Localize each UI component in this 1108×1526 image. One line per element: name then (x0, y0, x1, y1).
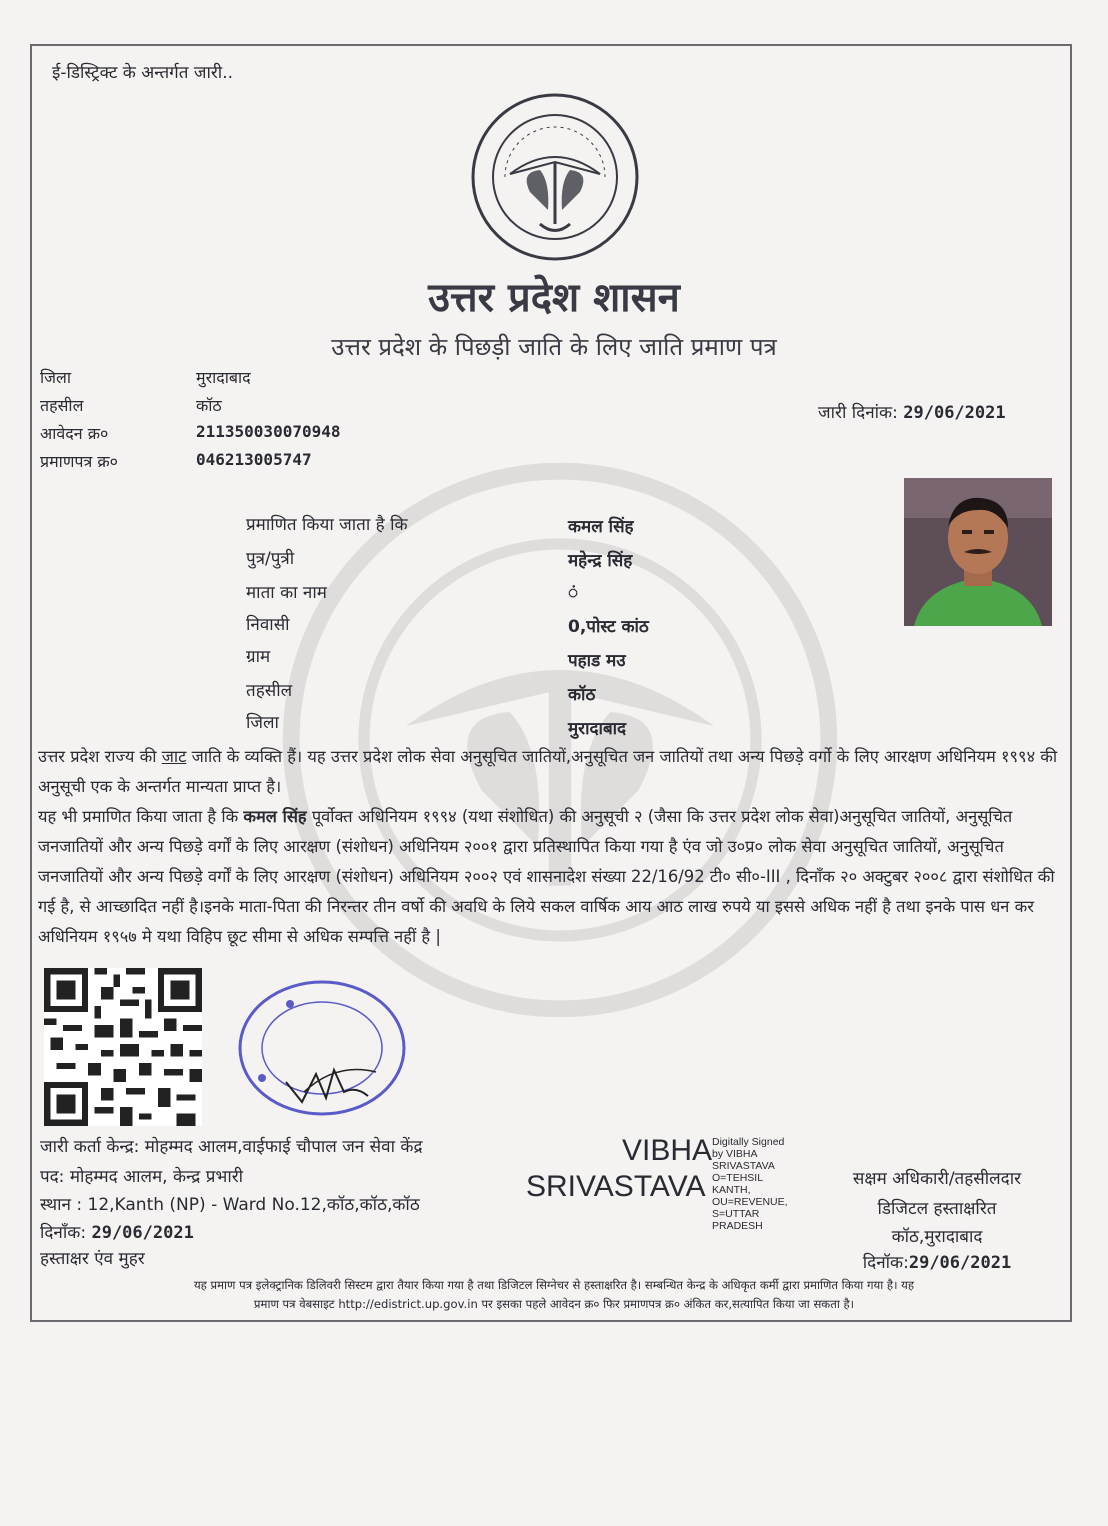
caste-statement-pre: उत्तर प्रदेश राज्य की (38, 747, 162, 766)
caste-name: जाट (161, 747, 187, 766)
caste-statement-post: जाति के व्यक्ति हैं। यह उत्तर प्रदेश लोक सेवा अनुसूचित जातियों,अनुसूचित जन जातियों तथा अन्य पिछड़े वर्गो के लिए आरक्षण अधिनियम १९९४ की अनुसूची एक के अन्तर्गत मान्यता प्राप्त है। (38, 747, 1058, 796)
field-label-district: जिला (246, 713, 279, 733)
field-tehsil-value: कॉठ (568, 685, 596, 705)
authority-date (822, 1250, 1052, 1273)
issue-date-label: जारी दिनांक: (818, 403, 898, 423)
applicant-photo (904, 478, 1052, 626)
applicant-name: कमल सिंह (568, 517, 634, 537)
certificate-no-value: 046213005747 (196, 450, 312, 469)
district-label: जिला (40, 368, 72, 387)
dsig-line: by VIBHA (712, 1148, 758, 1160)
mother-name: ं (568, 583, 579, 603)
dsig-line: KANTH, (712, 1184, 751, 1196)
disclaimer-line-1: यह प्रमाण पत्र इलेक्ट्रानिक डिलिवरी सिस्टम द्वारा तैयार किया गया है तथा डिजिटल सिग्नेचर से हस्ताक्षरित है। सम्बन्धित केन्द्र के अधिकृत कर्मी द्वारा प्रमाणित किया गया है। यह (193, 1278, 915, 1292)
signature-and-seal-label: हस्ताक्षर एंव मुहर (40, 1249, 145, 1269)
authority-title: सक्षम अधिकारी/तहसीलदार (852, 1169, 1022, 1189)
disclaimer (40, 1276, 1068, 1314)
tehsil-label: तहसील (40, 396, 84, 415)
issuing-center: जारी कर्ता केन्द्र: मोहम्मद आलम,वाईफाई चौपाल जन सेवा केंद्र (40, 1137, 423, 1157)
district-value: मुरादाबाद (196, 368, 251, 387)
issue-date-value: 29/06/2021 (903, 403, 1006, 423)
digital-signer-last-name: SRIVASTAVA (526, 1170, 706, 1203)
digital-signature-details (712, 1136, 788, 1232)
father-name: महेन्द्र सिंह (568, 551, 633, 571)
disclaimer-line-2: प्रमाण पत्र वेबसाइट http://edistrict.up.gov.in पर इसका पहले आवेदन क्र० फिर प्रमाणपत्र क्र० अंकित कर,सत्यापित किया जा सकता है। (253, 1297, 855, 1311)
government-title: उत्तर प्रदेश शासन (428, 275, 680, 321)
authority-date-label: दिनॉक: (862, 1253, 909, 1273)
tehsil-value: कॉठ (196, 396, 222, 415)
issue-date (818, 400, 1006, 423)
dsig-line: O=TEHSIL (712, 1172, 764, 1184)
authority-date-value: 29/06/2021 (908, 1253, 1012, 1273)
certification-statement (38, 802, 1068, 952)
village-value: पहाड मउ (568, 651, 626, 671)
issuer-post: पद: मोहम्मद आलम, केन्द्र प्रभारी (40, 1167, 244, 1187)
certified-name: कमल सिंह (243, 807, 307, 826)
issuer-date-value: 29/06/2021 (91, 1223, 194, 1243)
field-label-son-daughter: पुत्र/पुत्री (246, 549, 295, 569)
dsig-line: PRADESH (712, 1220, 763, 1232)
field-label-tehsil: तहसील (246, 681, 293, 701)
qr-code (44, 968, 202, 1126)
caste-statement (38, 742, 1068, 802)
issuer-place: स्थान : 12,Kanth (NP) - Ward No.12,कॉठ,कॉठ,कॉठ (40, 1195, 420, 1215)
certificate-no-label: प्रमाणपत्र क्र० (40, 452, 118, 471)
field-label-village: ग्राम (246, 647, 271, 667)
dsig-line: OU=REVENUE, (712, 1196, 788, 1208)
header-note: ई-डिस्ट्रिक्ट के अन्तर्गत जारी.. (52, 63, 234, 83)
field-district-value: मुरादाबाद (568, 719, 627, 739)
authority-location: कॉठ,मुरादाबाद (891, 1227, 983, 1247)
dsig-line: S=UTTAR (712, 1208, 760, 1220)
field-label-resident: निवासी (246, 615, 290, 635)
certificate-title: उत्तर प्रदेश के पिछड़ी जाति के लिए जाति प्रमाण पत्र (331, 333, 777, 361)
issuer-date (40, 1220, 194, 1243)
field-label-certified: प्रमाणित किया जाता है कि (246, 515, 408, 535)
application-no-label: आवेदन क्र० (40, 424, 109, 443)
certification-pre: यह भी प्रमाणित किया जाता है कि (38, 807, 244, 826)
up-government-emblem (470, 92, 640, 262)
center-stamp-with-signature (226, 974, 412, 1124)
digital-signer-first-name: VIBHA (622, 1134, 713, 1167)
resident-value: 0,पोस्ट कांठ (568, 617, 649, 637)
certification-post: पूर्वोक्त अधिनियम १९९४ (यथा संशोधित) की अनुसूची २ (जैसा कि उत्तर प्रदेश लोक सेवा)अनुसूचित जातियों, अनुसूचित जनजातियों और अन्य पिछड़े वर्गों के लिए आरक्षण (संशोधन) अधिनियम २००१ द्वारा प्रतिस्थापित किया गया है एंव जो उ०प्र० लोक सेवा अनुसूचित जातियों, अनुसूचित जनजातियों और अन्य पिछड़े वर्गों के लिए आरक्षण (संशोधन) अधिनियम २००२ एवं शासनादेश संख्या 22/16/92 टी० सी०-III , दिनाँक २० अक्टुबर २००८ द्वारा संशोधित की गई है, से आच्छादित नहीं है।इनके माता-पिता की निरन्तर तीन वर्षो की अवधि के लिये सकल वार्षिक आय आठ लाख रुपये या इससे अधिक नहीं है तथा इनके पास धन कर अधिनियम १९५७ मे यथा विहिप छूट सीमा से अधिक सम्पत्ति नहीं है | (38, 807, 1055, 946)
application-no-value: 211350030070948 (196, 422, 341, 441)
dsig-line: SRIVASTAVA (712, 1160, 775, 1172)
issuer-date-label: दिनाँक: (40, 1223, 87, 1243)
field-label-mother: माता का नाम (246, 583, 327, 603)
authority-digital-signed: डिजिटल हस्ताक्षरित (877, 1199, 997, 1219)
dsig-line: Digitally Signed (712, 1136, 785, 1148)
